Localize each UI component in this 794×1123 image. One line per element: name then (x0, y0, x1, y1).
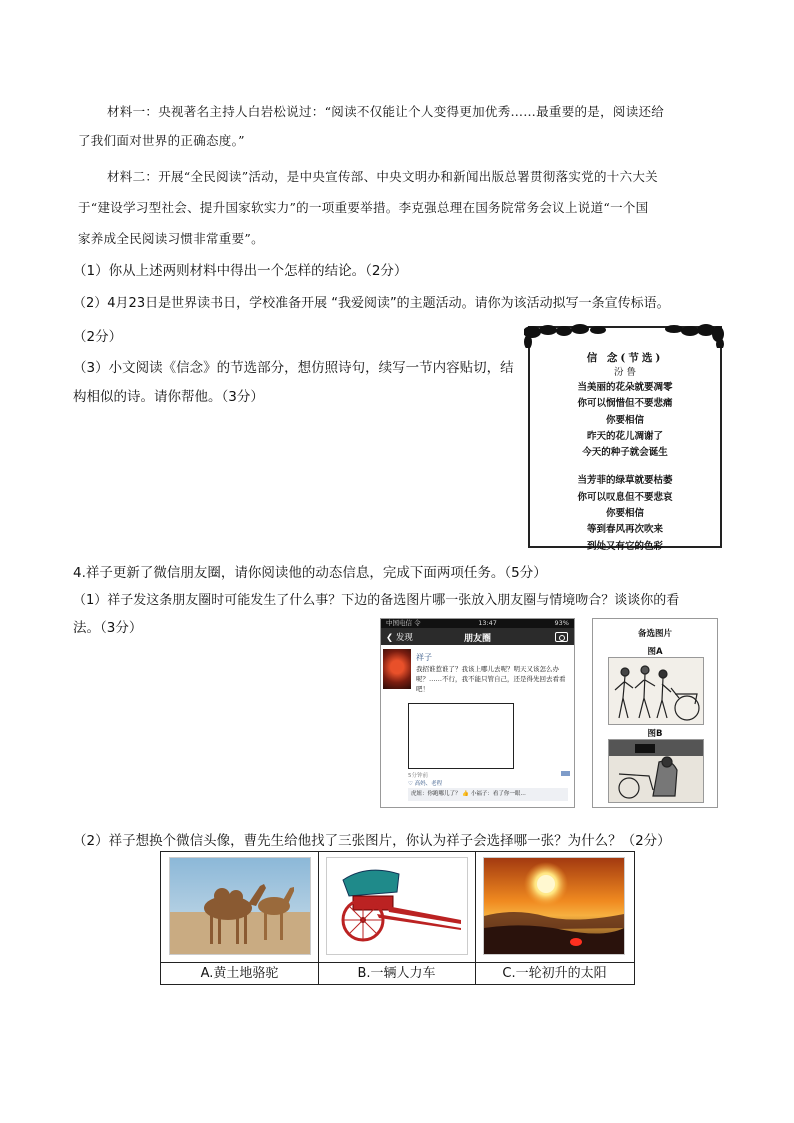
option-b-caption: B.一辆人力车 (318, 962, 476, 985)
poem-line: 昨天的花儿凋谢了 (586, 430, 663, 442)
poem-line: 你要相信 (605, 508, 644, 520)
avatar-options-table (160, 851, 635, 985)
poem-line: 当美丽的花朵就要凋零 (577, 382, 673, 393)
option-a-cell (161, 852, 319, 962)
more-icon[interactable] (561, 771, 570, 776)
material-two-line1: 材料二：开展“全民阅读”活动，是中央宣传部、中央文明办和新闻出版总署贯彻落实党的十六大关 (107, 169, 658, 184)
question-3-line1: （3）小文阅读《信念》的节选部分，想仿照诗句，续写一节内容贴切，结 (73, 360, 514, 376)
poem-line: 你可以叹息但不要悲哀 (577, 491, 673, 503)
post-username: 祥子 (416, 653, 432, 662)
material-two-line3: 家养成全民阅读习惯非常重要”。 (78, 231, 264, 246)
poem-lines (530, 380, 720, 555)
poem-box (528, 326, 722, 552)
post-time: 5分钟前 (408, 773, 428, 779)
poem-line: 你要相信 (605, 414, 644, 426)
option-c-cell (475, 852, 634, 962)
poem-title: 信 念(节选) (586, 352, 664, 364)
material-one-line2: 了我们面对世界的正确态度。” (78, 133, 245, 148)
candidate-a-label: 图A (647, 647, 663, 657)
candidate-a-picture (608, 657, 704, 725)
back-button[interactable]: ❮ 发现 (386, 633, 413, 643)
candidate-heading: 备选图片 (637, 629, 672, 639)
option-b-cell (318, 852, 476, 962)
question-1: （1）你从上述两则材料中得出一个怎样的结论。（2分） (73, 263, 408, 279)
question-4-1-line1: （1）祥子发这条朋友圈时可能发生了什么事？下边的备选图片哪一张放入朋友圈与情境吻合？谈谈你的看 (73, 593, 680, 608)
material-two-line2: 于“建设学习型社会、提升国家软实力”的一项重要举措。李克强总理在国务院常务会议上说道“一个国 (78, 200, 649, 215)
camera-icon[interactable] (555, 632, 568, 642)
candidate-b-picture (608, 739, 704, 803)
poem-line: 到处又有它的色彩 (586, 540, 663, 552)
option-a-caption: A.黄土地骆驼 (161, 962, 319, 985)
question-4: 4.祥子更新了微信朋友圈，请你阅读他的动态信息，完成下面两项任务。（5分） (73, 565, 547, 581)
wechat-moments-screenshot (380, 618, 575, 808)
poem-author: 汾 鲁 (613, 367, 637, 378)
clock-text: 13:47 (478, 619, 497, 627)
phone-status-bar (381, 619, 574, 628)
question-3-line2: 构相似的诗。请你帮他。（3分） (73, 389, 264, 405)
question-2-line1: （2）4月23日是世界读书日，学校准备开展 “我爱阅读”的主题活动。请你为该活动拟写一条宣传标语。 (73, 296, 670, 311)
candidate-b-label: 图B (647, 729, 663, 739)
sunrise-picture (483, 857, 625, 955)
battery-text: 93% (554, 619, 569, 627)
option-c-caption: C.一轮初升的太阳 (475, 962, 634, 985)
poem-line: 当芳菲的绿草就要枯萎 (577, 475, 673, 487)
question-4-1-line2: 法。（3分） (73, 620, 143, 636)
rickshaw-picture (326, 857, 468, 955)
material-one-line1: 材料一：央视著名主持人白岩松说过：“阅读不仅能让个人变得更加优秀……最重要的是，阅读还给 (107, 104, 665, 119)
poem-line: 今天的种子就会诞生 (582, 447, 668, 459)
phone-nav-bar (381, 628, 574, 645)
poem-line: 你可以悯惜但不要悲痛 (577, 398, 673, 410)
post-text: 我招谁惹谁了？我该上哪儿去呢？明天又该怎么办呢？……不行，我不能只管自己，还是得先回去看看吧！ (416, 665, 566, 693)
candidate-pictures-box (592, 618, 718, 808)
post-comment: 虎妞：你跑哪儿了？ 👍 小福子：看了你一眼… (408, 788, 568, 801)
post-image-placeholder (408, 703, 514, 769)
back-label: 发现 (395, 633, 413, 643)
question-4-2: （2）祥子想换个微信头像，曹先生给他找了三张图片，你认为祥子会选择哪一张？为什么？（2分） (73, 833, 671, 849)
nav-title: 朋友圈 (463, 634, 491, 644)
avatar (383, 649, 411, 689)
camel-picture (169, 857, 311, 955)
poem-line: 等到春风再次吹来 (586, 524, 663, 536)
leaf-border-icon (524, 322, 724, 348)
question-2-line2: （2分） (73, 329, 123, 345)
carrier-text: 中国电信 令 (386, 619, 421, 627)
post-likes: ♡ 高妈、老程 (408, 781, 443, 787)
